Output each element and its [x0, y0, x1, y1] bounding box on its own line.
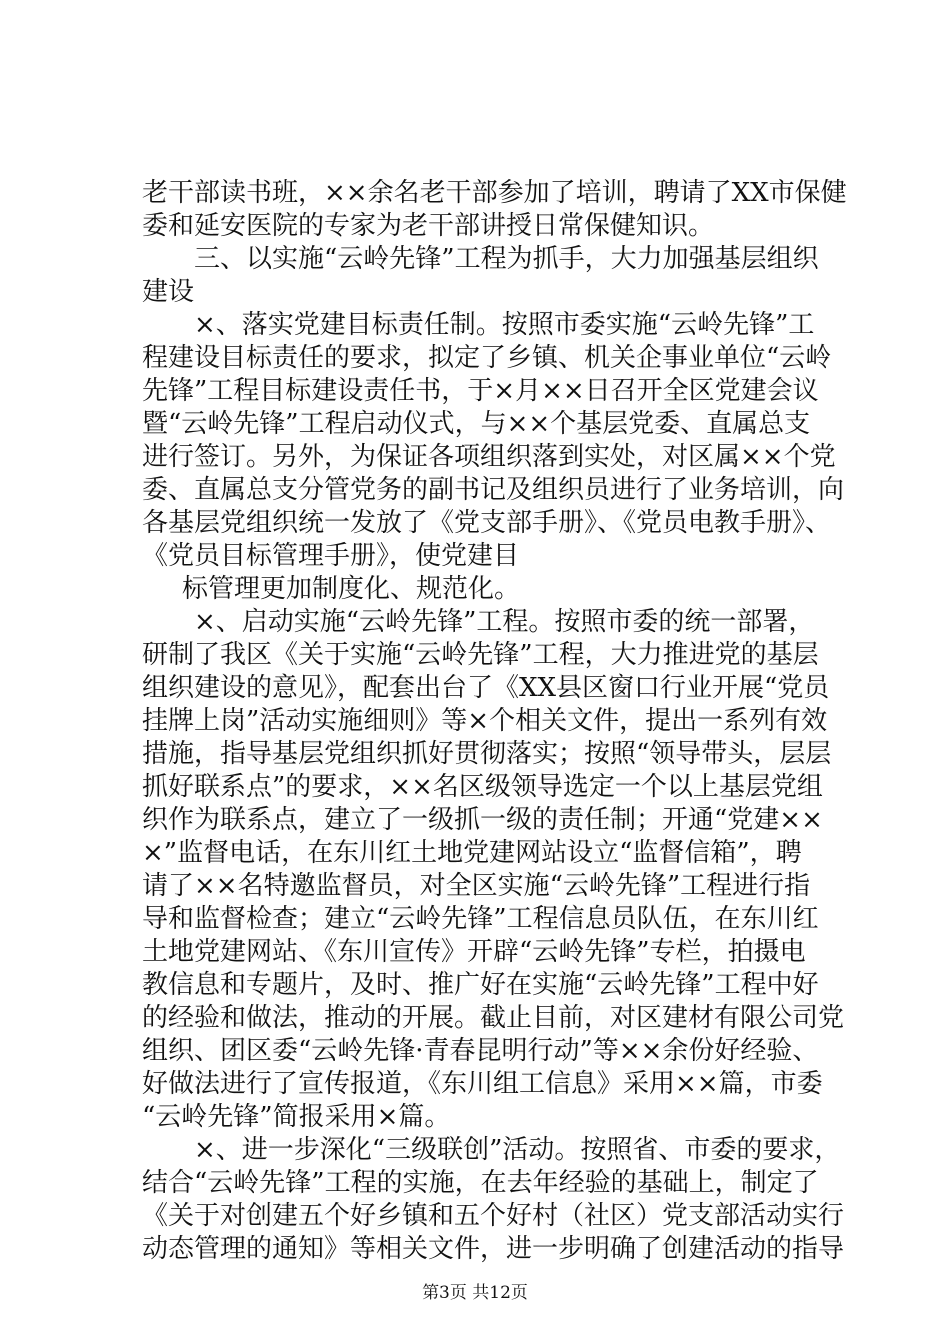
text-line: 组织建设的意见》，配套出台了《XX县区窗口行业开展“党员 — [142, 673, 830, 703]
text-line: 的经验和做法，推动的开展。截止目前，对区建材有限公司党 — [142, 1003, 845, 1033]
text-line: 组织、团区委“云岭先锋·青春昆明行动”等××余份好经验、 — [142, 1036, 819, 1066]
text-line: 暨“云岭先锋”工程启动仪式，与××个基层党委、直属总支 — [142, 409, 811, 439]
text-line: 措施，指导基层党组织抓好贯彻落实；按照“领导带头，层层 — [142, 739, 832, 769]
body-text — [142, 177, 847, 1266]
text-line: ×、落实党建目标责任制。按照市委实施“云岭先锋”工 — [194, 310, 815, 340]
text-line: 织作为联系点，建立了一级抓一级的责任制；开通“党建×× — [142, 805, 823, 835]
text-line: 委和延安医院的专家为老干部讲授日常保健知识。 — [142, 211, 715, 241]
text-line: 导和监督检查；建立“云岭先锋”工程信息员队伍，在东川红 — [142, 904, 819, 934]
text-line: 进行签订。另外，为保证各项组织落到实处，对区属××个党 — [142, 442, 836, 472]
text-line: 委、直属总支分管党务的副书记及组织员进行了业务培训，向 — [142, 475, 845, 505]
section-heading-continued: 建设 — [142, 277, 195, 307]
text-line: 挂牌上岗”活动实施细则》等×个相关文件，提出一系列有效 — [142, 706, 828, 736]
text-line: ×”监督电话，在东川红土地党建网站设立“监督信箱”，聘 — [142, 838, 802, 868]
text-line: ×、启动实施“云岭先锋”工程。按照市委的统一部署， — [194, 607, 815, 637]
text-line: 教信息和专题片，及时、推广好在实施“云岭先锋”工程中好 — [142, 970, 819, 1000]
section-heading: 三、以实施“云岭先锋”工程为抓手，大力加强基层组织 — [194, 244, 819, 274]
text-line: 先锋”工程目标建设责任书，于×月××日召开全区党建会议 — [142, 376, 819, 406]
text-line: 老干部读书班，××余名老干部参加了培训，聘请了XX市保健 — [142, 178, 847, 208]
text-line: 请了××名特邀监督员，对全区实施“云岭先锋”工程进行指 — [142, 871, 811, 901]
text-line: 土地党建网站、《东川宣传》开辟“云岭先锋”专栏，拍摄电 — [142, 937, 806, 967]
text-line: 结合“云岭先锋”工程的实施，在去年经验的基础上，制定了 — [142, 1168, 819, 1198]
page-number: 第3页 共12页 — [422, 1283, 528, 1303]
text-line: 研制了我区《关于实施“云岭先锋”工程，大力推进党的基层 — [142, 640, 819, 670]
text-line: 《党员目标管理手册》，使党建目 — [142, 541, 520, 571]
text-line: “云岭先锋”简报采用×篇。 — [142, 1102, 451, 1132]
text-line: 动态管理的通知》等相关文件，进一步明确了创建活动的指导 — [142, 1234, 845, 1264]
text-line: ×、进一步深化“三级联创”活动。按照省、市委的要求， — [194, 1135, 841, 1165]
text-line: 好做法进行了宣传报道，《东川组工信息》采用××篇，市委 — [142, 1069, 823, 1099]
text-line: 标管理更加制度化、规范化。 — [182, 574, 521, 604]
text-line: 抓好联系点”的要求，××名区级领导选定一个以上基层党组 — [142, 772, 823, 802]
text-line: 各基层党组织统一发放了《党支部手册》、《党员电教手册》、 — [142, 508, 832, 538]
text-line: 程建设目标责任的要求，拟定了乡镇、机关企事业单位“云岭 — [142, 343, 832, 373]
text-line: 《关于对创建五个好乡镇和五个好村（社区）党支部活动实行 — [142, 1201, 845, 1231]
